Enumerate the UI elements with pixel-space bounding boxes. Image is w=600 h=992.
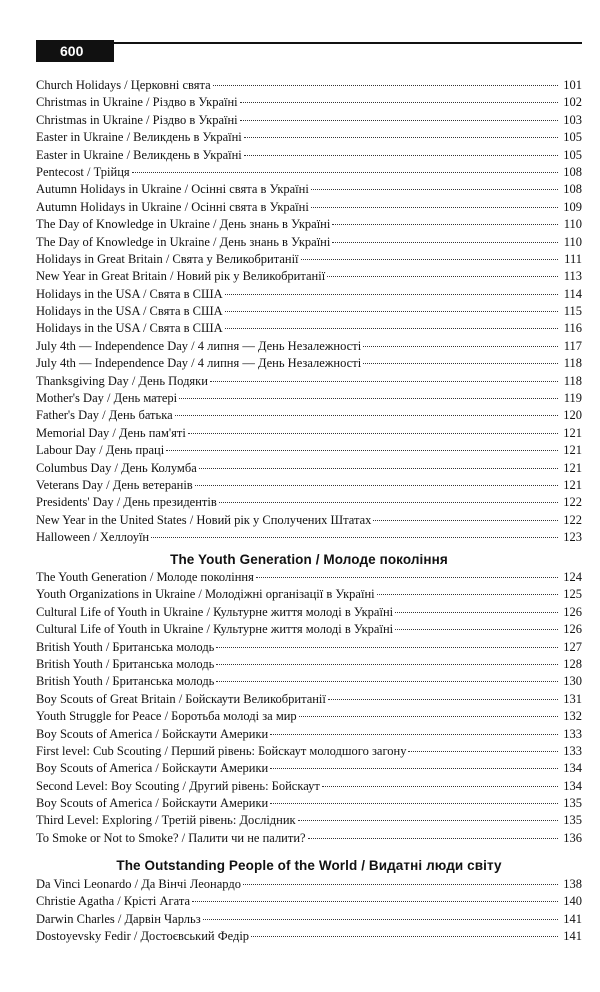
toc-entry-title: Third Level: Exploring / Третій рівень: Дослідник <box>36 813 296 828</box>
dot-leader <box>216 647 558 648</box>
toc-entry-title: Boy Scouts of Great Britain / Бойскаути Великобританії <box>36 691 326 706</box>
toc-entry <box>36 303 582 320</box>
toc-entry-title: Christmas in Ukraine / Різдво в Україні <box>36 112 238 127</box>
toc-entry-page: 131 <box>563 691 582 706</box>
toc-entry <box>36 673 582 690</box>
dot-leader <box>251 936 558 937</box>
dot-leader <box>270 734 558 735</box>
dot-leader <box>203 919 558 920</box>
dot-leader <box>311 189 558 190</box>
toc-entry-title: The Day of Knowledge in Ukraine / День знань в Україні <box>36 217 331 232</box>
toc-entry-page: 120 <box>563 408 582 423</box>
dot-leader <box>225 294 558 295</box>
toc-entry <box>36 656 582 673</box>
dot-leader <box>225 328 558 329</box>
toc-entry-page: 124 <box>563 570 582 584</box>
toc-entry-title: Cultural Life of Youth in Ukraine / Культурне життя молоді в Україні <box>36 604 394 619</box>
dot-leader <box>363 346 558 347</box>
toc-entry-title: Youth Organizations in Ukraine / Молодіжні організації в Україні <box>36 587 375 602</box>
dot-leader <box>179 398 558 399</box>
dot-leader <box>151 537 558 538</box>
toc-entry <box>36 621 582 638</box>
dot-leader <box>213 85 558 86</box>
dot-leader <box>192 901 558 902</box>
toc-entry <box>36 320 582 337</box>
toc-entry-page: 105 <box>563 130 582 145</box>
toc-entry-page: 109 <box>563 199 582 214</box>
toc-entry-page: 113 <box>563 269 582 284</box>
dot-leader <box>328 699 558 700</box>
dot-leader <box>299 716 558 717</box>
toc-entry-title: Mother's Day / День матері <box>36 391 178 406</box>
toc-entry-page: 101 <box>563 78 582 92</box>
toc-entry-title: British Youth / Британська молодь <box>36 656 215 671</box>
dot-leader <box>308 838 558 839</box>
dot-leader <box>395 629 558 630</box>
toc-entry <box>36 425 582 442</box>
dot-leader <box>175 415 558 416</box>
dot-leader <box>195 485 558 486</box>
toc-entry <box>36 830 582 847</box>
page-number: 600 <box>36 40 114 62</box>
toc-entry-page: 134 <box>563 778 582 793</box>
toc-entry <box>36 586 582 603</box>
toc-entry <box>36 604 582 621</box>
toc-entry-page: 102 <box>563 95 582 110</box>
toc-entry <box>36 460 582 477</box>
toc-entry-title: British Youth / Британська молодь <box>36 674 215 689</box>
toc-entry-title: New Year in the United States / Новий рік у Сполучених Штатах <box>36 512 372 527</box>
toc-entry-page: 130 <box>563 674 582 689</box>
toc-entry-title: Holidays in the USA / Свята в США <box>36 286 223 301</box>
toc-entry-page: 133 <box>563 743 582 758</box>
toc-entry-title: New Year in Great Britain / Новий рік у Великобританії <box>36 269 326 284</box>
toc-entry <box>36 876 582 893</box>
toc-entry <box>36 338 582 355</box>
toc-entry <box>36 639 582 656</box>
dot-leader <box>225 311 558 312</box>
toc-entry <box>36 726 582 743</box>
dot-leader <box>301 259 558 260</box>
toc-entry-page: 115 <box>563 304 582 319</box>
toc-entry-page: 127 <box>563 639 582 654</box>
toc-entry-title: Holidays in Great Britain / Свята у Великобританії <box>36 251 299 266</box>
dot-leader <box>132 172 558 173</box>
toc-entry-title: Cultural Life of Youth in Ukraine / Культурне життя молоді в Україні <box>36 622 394 637</box>
toc-entry-page: 126 <box>563 622 582 637</box>
toc-entry-title: Holidays in the USA / Свята в США <box>36 304 223 319</box>
toc-entry-title: The Day of Knowledge in Ukraine / День знань в Україні <box>36 234 331 249</box>
toc-entry <box>36 512 582 529</box>
dot-leader <box>243 884 558 885</box>
toc-entry-page: 121 <box>563 477 582 492</box>
toc-entry-title: Autumn Holidays in Ukraine / Осінні свята в Україні <box>36 199 309 214</box>
page-header <box>36 40 582 62</box>
dot-leader <box>373 520 558 521</box>
toc-entry <box>36 251 582 268</box>
toc-entry <box>36 708 582 725</box>
toc-section-youth <box>36 569 582 847</box>
toc-entry-page: 116 <box>563 321 582 336</box>
toc-entry <box>36 77 582 94</box>
header-rule <box>114 42 582 44</box>
toc-entry-title: Father's Day / День батька <box>36 408 173 423</box>
toc-entry-page: 132 <box>563 709 582 724</box>
section-heading-youth: The Youth Generation / Молоде покоління <box>170 552 448 567</box>
toc-entry-title: Youth Struggle for Peace / Боротьба молоді за мир <box>36 709 297 724</box>
toc-entry-page: 125 <box>563 587 582 602</box>
toc-entry-page: 121 <box>563 460 582 475</box>
toc-entry <box>36 268 582 285</box>
toc-entry-title: Thanksgiving Day / День Подяки <box>36 373 208 388</box>
dot-leader <box>332 224 558 225</box>
toc-entry-title: Dostoyevsky Fedir / Достоєвський Федір <box>36 929 250 944</box>
toc-entry <box>36 407 582 424</box>
dot-leader <box>377 594 558 595</box>
toc-entry-title: Christmas in Ukraine / Різдво в Україні <box>36 95 238 110</box>
toc-entry-title: Pentecost / Трійця <box>36 164 130 179</box>
toc-entry <box>36 795 582 812</box>
toc-entry <box>36 129 582 146</box>
toc-entry-title: Columbus Day / День Колумба <box>36 460 197 475</box>
toc-entry-title: Autumn Holidays in Ukraine / Осінні свята в Україні <box>36 182 309 197</box>
toc-entry-title: Holidays in the USA / Свята в США <box>36 321 223 336</box>
toc-entry <box>36 164 582 181</box>
toc-entry-page: 114 <box>563 286 582 301</box>
toc-entry-page: 133 <box>563 726 582 741</box>
toc-entry-page: 121 <box>563 425 582 440</box>
toc-entry <box>36 911 582 928</box>
toc-entry <box>36 390 582 407</box>
dot-leader <box>270 768 558 769</box>
toc-entry <box>36 928 582 945</box>
toc-entry <box>36 691 582 708</box>
toc-entry-title: British Youth / Британська молодь <box>36 639 215 654</box>
toc-entry <box>36 94 582 111</box>
toc-entry-page: 121 <box>563 443 582 458</box>
dot-leader <box>256 577 558 578</box>
toc-entry-page: 141 <box>563 929 582 944</box>
toc-entry-page: 136 <box>563 830 582 845</box>
toc-entry-title: Labour Day / День праці <box>36 443 165 458</box>
toc-entry-page: 108 <box>563 182 582 197</box>
toc-entry-page: 110 <box>563 234 582 249</box>
toc-entry-title: Boy Scouts of America / Бойскаути Америки <box>36 726 269 741</box>
toc-entry <box>36 199 582 216</box>
dot-leader <box>270 803 558 804</box>
toc-entry-page: 141 <box>563 911 582 926</box>
toc-entry <box>36 778 582 795</box>
toc-entry-title: July 4th — Independence Day / 4 липня — День Незалежності <box>36 356 362 371</box>
toc-entry-page: 108 <box>563 164 582 179</box>
toc-entry-title: Second Level: Boy Scouting / Другий рівень: Бойскаут <box>36 778 320 793</box>
toc-entry-page: 111 <box>564 251 582 266</box>
dot-leader <box>240 120 558 121</box>
toc-entry-title: Boy Scouts of America / Бойскаути Америки <box>36 796 269 811</box>
toc-entry-title: July 4th — Independence Day / 4 липня — День Незалежності <box>36 338 362 353</box>
toc-entry-page: 103 <box>563 112 582 127</box>
toc-entry-title: To Smoke or Not to Smoke? / Палити чи не палити? <box>36 830 306 845</box>
toc-entry-title: The Youth Generation / Молоде покоління <box>36 570 254 584</box>
toc-entry-title: Easter in Ukraine / Великдень в Україні <box>36 130 242 145</box>
toc-entry-page: 105 <box>563 147 582 162</box>
toc-entry <box>36 569 582 586</box>
toc-section-people <box>36 876 582 946</box>
toc-entry <box>36 112 582 129</box>
dot-leader <box>219 502 558 503</box>
dot-leader <box>327 276 558 277</box>
toc-section-holidays <box>36 77 582 547</box>
toc-entry-title: Boy Scouts of America / Бойскаути Америки <box>36 761 269 776</box>
toc-entry-page: 135 <box>563 796 582 811</box>
toc-entry-title: Memorial Day / День пам'яті <box>36 425 186 440</box>
toc-entry-page: 135 <box>563 813 582 828</box>
toc-entry-page: 118 <box>563 373 582 388</box>
toc-entry-title: Presidents' Day / День президентів <box>36 495 217 510</box>
toc-entry-page: 122 <box>563 512 582 527</box>
toc-entry-page: 122 <box>563 495 582 510</box>
section-heading-people: The Outstanding People of the World / Видатні люди світу <box>116 858 502 873</box>
toc-entry <box>36 286 582 303</box>
toc-entry-page: 123 <box>563 530 582 545</box>
toc-entry-page: 119 <box>563 391 582 406</box>
toc-entry <box>36 234 582 251</box>
toc-entry <box>36 494 582 511</box>
toc-entry-page: 138 <box>563 877 582 891</box>
toc-entry <box>36 477 582 494</box>
toc-entry <box>36 812 582 829</box>
toc-entry-page: 134 <box>563 761 582 776</box>
dot-leader <box>188 433 558 434</box>
toc-entry-title: Veterans Day / День ветеранів <box>36 477 193 492</box>
dot-leader <box>395 612 558 613</box>
toc-entry <box>36 760 582 777</box>
dot-leader <box>210 381 558 382</box>
dot-leader <box>332 242 558 243</box>
toc-entry-title: Christie Agatha / Крісті Агата <box>36 894 191 909</box>
toc-entry <box>36 442 582 459</box>
dot-leader <box>199 468 558 469</box>
dot-leader <box>298 820 558 821</box>
toc-entry <box>36 529 582 546</box>
dot-leader <box>408 751 558 752</box>
dot-leader <box>240 102 558 103</box>
toc-entry-page: 117 <box>563 338 582 353</box>
toc-entry-page: 128 <box>563 656 582 671</box>
dot-leader <box>363 363 558 364</box>
dot-leader <box>244 155 558 156</box>
dot-leader <box>216 681 558 682</box>
toc-entry-page: 118 <box>563 356 582 371</box>
toc-entry-page: 126 <box>563 604 582 619</box>
toc-entry-title: Da Vinci Leonardo / Да Вінчі Леонардо <box>36 877 241 891</box>
dot-leader <box>244 137 558 138</box>
toc-entry-page: 140 <box>563 894 582 909</box>
toc-entry <box>36 181 582 198</box>
dot-leader <box>216 664 558 665</box>
toc-entry <box>36 355 582 372</box>
toc-entry-title: Church Holidays / Церковні свята <box>36 78 211 92</box>
dot-leader <box>311 207 558 208</box>
toc-entry <box>36 743 582 760</box>
toc-entry <box>36 216 582 233</box>
dot-leader <box>166 450 558 451</box>
dot-leader <box>322 786 558 787</box>
toc-entry <box>36 373 582 390</box>
toc-entry-title: Darwin Charles / Дарвін Чарльз <box>36 911 201 926</box>
toc-entry-title: First level: Cub Scouting / Перший рівень: Бойскаут молодшого загону <box>36 743 407 758</box>
toc-entry <box>36 893 582 910</box>
toc-entry-title: Easter in Ukraine / Великдень в Україні <box>36 147 242 162</box>
toc-entry <box>36 147 582 164</box>
toc-entry-title: Halloween / Хеллоуїн <box>36 530 150 545</box>
toc-entry-page: 110 <box>563 217 582 232</box>
